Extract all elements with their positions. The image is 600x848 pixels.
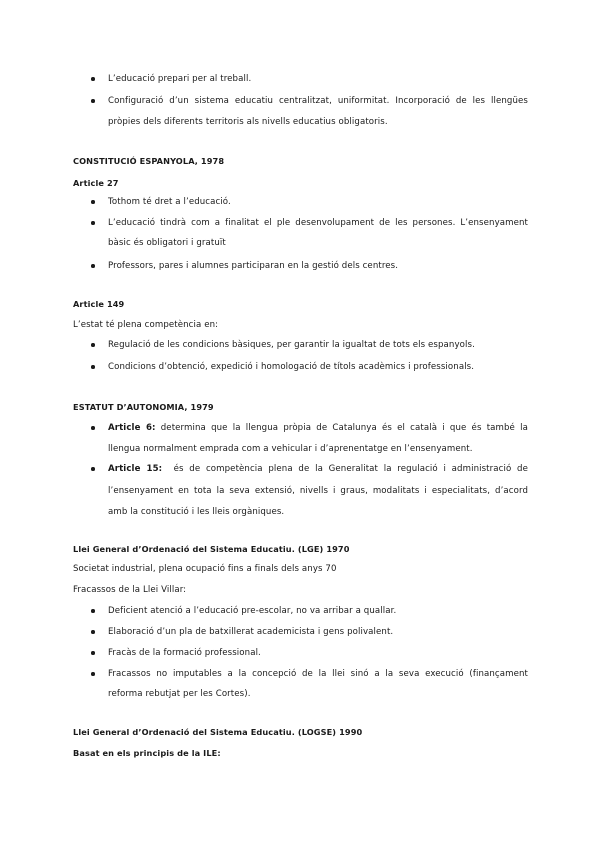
bullet [91,467,95,471]
list-item-continuation: l’ensenyament en tota la seva extensió, nivells i graus, modalitats i especialitats, d’acord [108,486,528,496]
list-item-continuation: pròpies dels diferents territoris als nivells educatius obligatoris. [108,117,388,127]
bullet [91,609,95,613]
bullet [91,221,95,225]
bullet [91,651,95,655]
bullet [91,99,95,103]
list-item-text: determina que la llengua pròpia de Catalunya és el català i que és també la [160,423,528,433]
list-item: Tothom té dret a l’educació. [108,197,231,207]
section-heading: Llei General d’Ordenació del Sistema Educatiu. (LGE) 1970 [73,544,350,554]
section-heading: Llei General d’Ordenació del Sistema Educatiu. (LOGSE) 1990 [73,727,363,737]
list-item [108,463,528,475]
bullet [91,264,95,268]
list-item-continuation: amb la constitució i les lleis orgàniques. [108,507,285,517]
bullet [91,200,95,204]
list-item: Professors, pares i alumnes participaran en la gestió dels centres. [108,261,399,271]
article-heading: Article 27 [73,178,119,188]
list-item: L’educació tindrà com a finalitat el ple desenvolupament de les persones. L’ensenyament [108,218,528,228]
list-item: Regulació de les condicions bàsiques, per garantir la igualtat de tots els espanyols. [108,340,475,350]
list-item-text: és de competència plena de la Generalitat la regulació i administració de [173,464,528,474]
paragraph: Societat industrial, plena ocupació fins a finals dels anys 70 [73,564,337,574]
bullet [91,426,95,430]
list-item-continuation: llengua normalment emprada com a vehicular i d’aprenentatge en l’ensenyament. [108,444,473,454]
subheading: Basat en els principis de la ILE: [73,748,221,758]
list-item [108,422,528,434]
list-item: Elaboració d’un pla de batxillerat academicista i gens polivalent. [108,627,394,637]
list-item: Fracàs de la formació professional. [108,648,261,658]
section-heading: ESTATUT D’AUTONOMIA, 1979 [73,402,214,412]
list-item: Configuració d’un sistema educatiu centralitzat, uniformitat. Incorporació de les llengües [108,96,528,106]
paragraph: L’estat té plena competència en: [73,320,219,330]
list-item-continuation: reforma rebutjat per les Cortes). [108,689,251,699]
section-heading: CONSTITUCIÓ ESPANYOLA, 1978 [73,156,225,166]
list-item: Deficient atenció a l’educació pre-escolar, no va arribar a quallar. [108,606,397,616]
bullet [91,630,95,634]
paragraph: Fracassos de la Llei Villar: [73,585,187,595]
list-item: Condicions d’obtenció, expedició i homologació de títols acadèmics i professionals. [108,362,475,372]
bullet [91,672,95,676]
list-item: L’educació prepari per al treball. [108,74,252,84]
article-heading: Article 149 [73,299,125,309]
bullet [91,343,95,347]
bullet [91,365,95,369]
bullet [91,77,95,81]
article-label: Article 15: [108,464,163,474]
list-item-continuation: bàsic és obligatori i gratuït [108,238,226,248]
article-label: Article 6: [108,423,156,433]
list-item: Fracassos no imputables a la concepció de la llei sinó a la seva execució (finançament [108,669,528,679]
